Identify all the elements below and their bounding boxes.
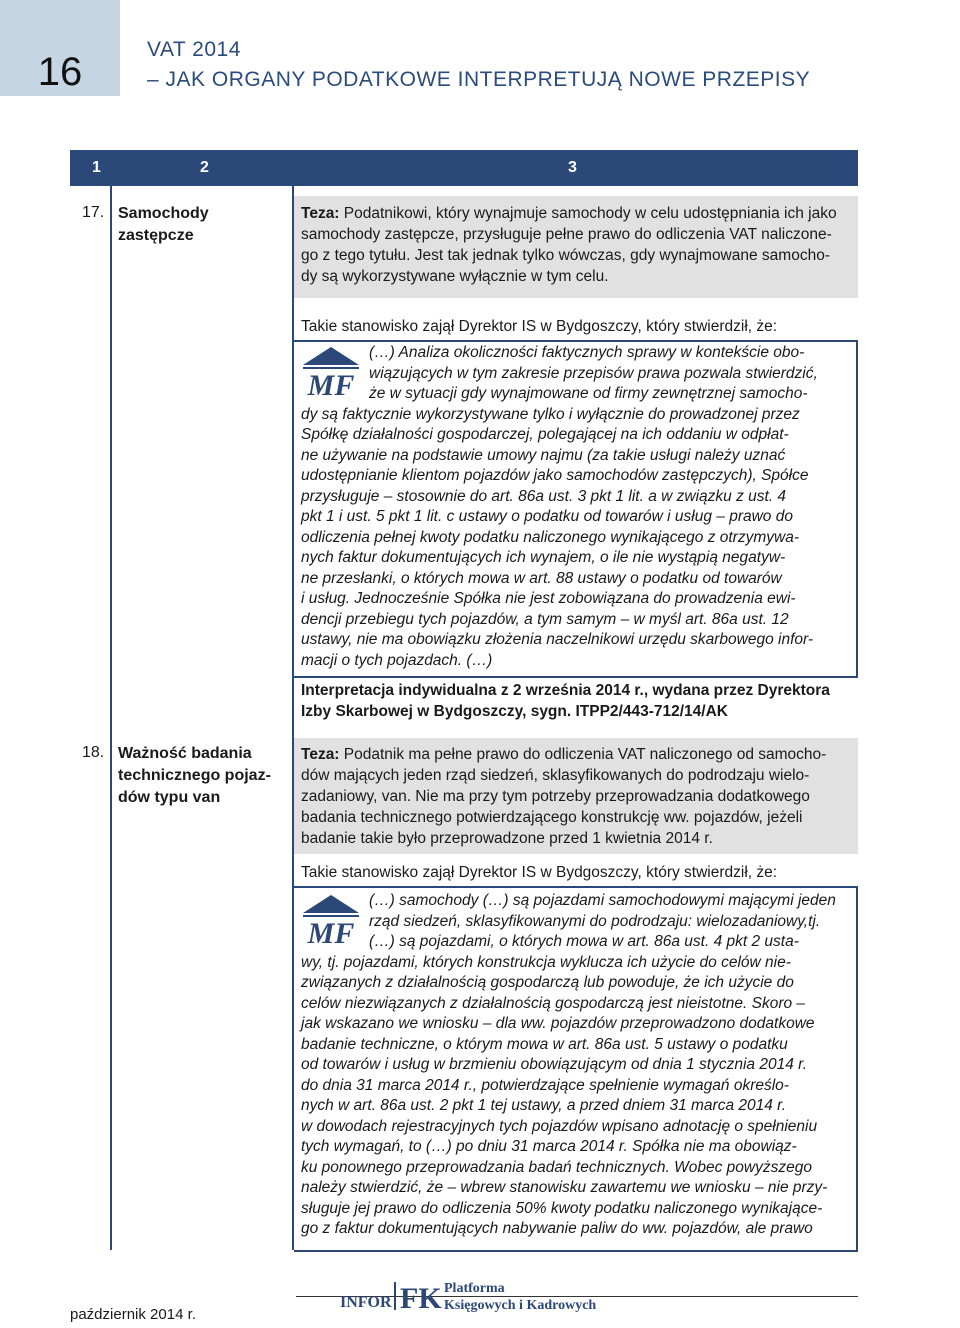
- interpretation-line: Interpretacja indywidualna z 2 września 2014 r., wydana przez Dyrektora: [301, 682, 830, 699]
- logo-infor-text: INFOR: [340, 1294, 392, 1311]
- thesis-text: [301, 744, 854, 849]
- quote-line: ne przesłanki, o których mowa w art. 88 ustawy o podatku od towarów: [301, 569, 782, 587]
- quote-line: (…) samochody (…) są pojazdami samochodowymi mającymi jeden: [369, 892, 836, 909]
- quote-line: badanie techniczne, o którym mowa w art. 86a ust. 5 ustawy o podatku: [301, 1035, 788, 1053]
- mf-logo-text: MF: [307, 369, 355, 399]
- quote-line: należy stwierdzić, że – wbrew stanowisku zawartemu we wniosku – nie przy-: [301, 1179, 828, 1196]
- logo-fk-text: FK: [400, 1282, 442, 1315]
- thesis-line: dów mających jeden rząd siedzeń, sklasyfikowanych do podrodzaju wielo-: [301, 767, 810, 784]
- quote-line: udostępnianie klientom pojazdów jako samochodów zastępczych), Spółce: [301, 467, 809, 484]
- quote-line: nych faktur dokumentujących ich wynajem, o ile nie wystąpią negatyw-: [301, 549, 786, 566]
- quote-line: (…) Analiza okoliczności faktycznych sprawy w kontekście obo-: [369, 344, 805, 361]
- header-subtitle: – JAK ORGANY PODATKOWE INTERPRETUJĄ NOWE PRZEPISY: [147, 68, 811, 91]
- quote-line: sługuje jej prawo do odliczenia 50% kwoty podatku naliczonego wynikające-: [301, 1199, 823, 1217]
- page-number: 16: [37, 50, 83, 94]
- thesis-line: go z tego tytułu. Jest tak jednak tylko wówczas, gdy wynajmowane samocho-: [301, 247, 830, 264]
- quote-line: od towarów i usług w brzmieniu obowiązującym od dnia 1 stycznia 2014 r.: [301, 1056, 808, 1073]
- intro-text: Takie stanowisko zajął Dyrektor IS w Bydgoszczy, który stwierdził, że:: [301, 318, 778, 335]
- quote-line: odliczenia pełnej kwoty podatku naliczonego wynikającego z otrzymywa-: [301, 528, 799, 546]
- quote-line: pkt 1 i ust. 5 pkt 1 lit. c ustawy o podatku od towarów i usług – prawo do: [301, 508, 793, 525]
- interpretation-citation: [301, 680, 854, 722]
- quote-line: wiązujących w tym zakresie przepisów prawa pozwala stwierdzić,: [369, 364, 818, 382]
- quote-line: (…) są pojazdami, o których mowa w art. 86a ust. 4 pkt 2 usta-: [369, 933, 799, 950]
- quote-line: w dowodach rejestracyjnych tych pojazdów wpisano adnotację o spełnieniu: [301, 1117, 818, 1135]
- row-number: 17.: [82, 204, 105, 221]
- quote-line: i usług. Jednocześnie Spółka nie jest zobowiązana do prowadzenia ewi-: [301, 590, 796, 607]
- column-divider-1: [110, 150, 112, 1250]
- quote-line: ustawy, nie ma obowiązku złożenia naczelnikowi urzędu skarbowego infor-: [301, 631, 814, 648]
- thesis-line: zadaniowy, van. Nie ma przy tym potrzeby przeprowadzania dodatkowego: [301, 788, 810, 805]
- quote-line: jak wskazano we wniosku – dla ww. pojazdów przeprowadzono dodatkowe: [301, 1015, 815, 1032]
- row-topic: [118, 743, 271, 809]
- thesis-line: Podatnik ma pełne prawo do odliczenia VAT naliczonego od samocho-: [339, 746, 827, 763]
- intro-text: Takie stanowisko zajął Dyrektor IS w Bydgoszczy, który stwierdził, że:: [301, 864, 778, 881]
- thesis-line: badania technicznego potwierdzającego konstrukcję ww. pojazdów, jeżeli: [301, 809, 803, 826]
- mf-logo-icon: [301, 891, 361, 947]
- footer-date: październik 2014 r.: [70, 1306, 196, 1323]
- thesis-label: Teza:: [301, 205, 340, 222]
- quote-line: nych w art. 86a ust. 2 pkt 1 tej ustawy, a przed dniem 31 marca 2014 r.: [301, 1097, 787, 1114]
- column-header-2: 2: [200, 159, 209, 176]
- mf-logo-text: MF: [307, 917, 355, 947]
- thesis-line: badanie takie było przeprowadzone przed 1 kwietnia 2014 r.: [301, 830, 713, 847]
- quote-line: wy, tj. pojazdami, których konstrukcja wyklucza ich użycie do celów nie-: [301, 953, 791, 971]
- row-topic-line: Samochody: [118, 205, 209, 222]
- thesis-line: Podatnikowi, który wynajmuje samochody w celu udostępniania ich jako: [339, 205, 837, 222]
- thesis-label: Teza:: [301, 746, 340, 763]
- quote-line: ne używanie na podstawie umowy najmu (za takie usługi należy uznać: [301, 446, 786, 464]
- thesis-text: [301, 203, 854, 287]
- quote-line: przysługuje – stosownie do art. 86a ust. 3 pkt 1 lit. a w związku z ust. 4: [301, 487, 787, 505]
- quote-line: dy są faktycznie wykorzystywane tylko i wyłącznie do prowadzonej przez: [301, 405, 800, 423]
- row-topic-line: dów typu van: [118, 789, 221, 806]
- quote-line: że w sytuacji gdy wynajmowane od firmy zewnętrznej samocho-: [369, 385, 808, 402]
- quote-line: go z faktur dokumentujących nabywanie paliw do ww. pojazdów, ale prawo: [301, 1220, 813, 1237]
- row-topic-line: Ważność badania: [118, 745, 252, 762]
- row-topic-line: zastępcze: [118, 227, 194, 244]
- quote-line: Spółkę działalności gospodarczej, polegającej na ich oddaniu w odpłat-: [301, 426, 789, 443]
- interpretation-line: Izby Skarbowej w Bydgoszczy, sygn. ITPP2/443-712/14/AK: [301, 703, 728, 720]
- logo-line2-text: Księgowych i Kadrowych: [444, 1298, 597, 1313]
- logo-line1-text: Platforma: [444, 1281, 505, 1296]
- quote-line: tych wymagań, to (…) po dniu 31 marca 2014 r. Spółka nie ma obowiąz-: [301, 1138, 797, 1155]
- thesis-line: samochody zastępcze, przysługuje pełne prawo do odliczenia VAT naliczone-: [301, 226, 832, 243]
- quote-line: do dnia 31 marca 2014 r., potwierdzające spełnienie wymagań określo-: [301, 1076, 789, 1094]
- column-header-3: 3: [568, 159, 577, 176]
- thesis-line: dy są wykorzystywane wyłącznie w tym celu.: [301, 268, 609, 285]
- quote-block: [301, 343, 854, 671]
- mf-logo-icon: [301, 343, 361, 399]
- quote-line: dencji przebiegu tych pojazdów, a tym samym – w myśl art. 86a ust. 12: [301, 610, 789, 628]
- row-number: 18.: [82, 744, 105, 761]
- row-topic: [118, 203, 209, 247]
- quote-block: [301, 891, 854, 1240]
- quote-line: macji o tych pojazdach. (…): [301, 651, 493, 669]
- row-topic-line: technicznego pojaz-: [118, 767, 271, 784]
- quote-line: ku ponownego przeprowadzania badań technicznych. Wobec powyższego: [301, 1158, 812, 1176]
- quote-line: rząd siedzeń, sklasyfikowanymi do podrodzaju: wielozadaniowy,tj.: [369, 912, 821, 930]
- infor-fk-logo: [340, 1276, 620, 1316]
- quote-line: celów niezwiązanych z działalnością gospodarczą jest nieistotne. Skoro –: [301, 994, 806, 1012]
- quote-line: związanych z działalnością gospodarczą lub powoduje, że ich użycie do: [301, 974, 794, 991]
- header-title: VAT 2014: [147, 38, 241, 61]
- table-header: [70, 150, 858, 186]
- column-header-1: 1: [92, 159, 101, 176]
